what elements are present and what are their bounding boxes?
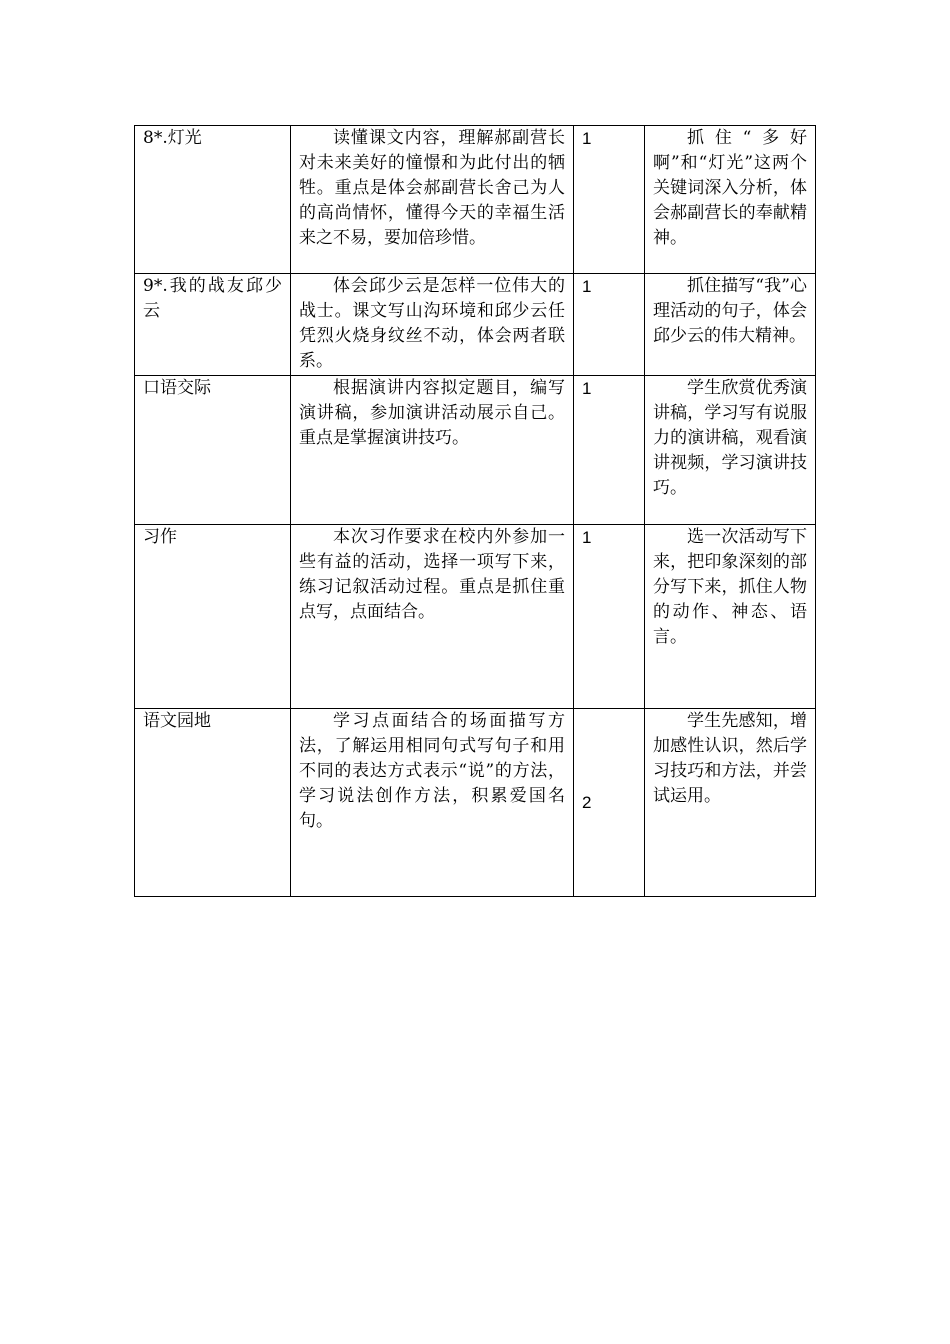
lesson-title: 语文园地 (143, 711, 211, 731)
lesson-title-cell (135, 709, 291, 897)
lesson-goal: 学习点面结合的场面描写方法，了解运用相同句式写句子和用不同的表达方式表示“说”的方法，学习说法创作方法，积累爱国名句。 (299, 711, 565, 831)
lesson-title: 习作 (143, 527, 177, 547)
table-row (135, 274, 816, 376)
lesson-method-cell (645, 525, 816, 709)
lesson-hours: 2 (582, 793, 592, 812)
lesson-title-cell (135, 376, 291, 525)
lesson-method-cell (645, 126, 816, 274)
table-row (135, 376, 816, 525)
lesson-goal: 读懂课文内容，理解郝副营长对未来美好的憧憬和为此付出的牺牲。重点是体会郝副营长舍己为人的高尚情怀，懂得今天的幸福生活来之不易，要加倍珍惜。 (299, 128, 565, 248)
lesson-method: 抓住描写“我”心理活动的句子，体会邱少云的伟大精神。 (653, 276, 807, 346)
lesson-hours: 1 (582, 277, 592, 296)
lesson-hours-cell (574, 126, 645, 274)
lesson-goal: 本次习作要求在校内外参加一些有益的活动，选择一项写下来，练习记叙活动过程。重点是抓住重点写，点面结合。 (299, 527, 565, 622)
lesson-goal: 体会邱少云是怎样一位伟大的战士。课文写山沟环境和邱少云任凭烈火烧身纹丝不动，体会两者联系。 (299, 276, 565, 371)
lesson-title-cell (135, 274, 291, 376)
lesson-plan-table (134, 125, 816, 897)
lesson-hours-cell (574, 525, 645, 709)
lesson-goal-cell (291, 709, 574, 897)
lesson-title: 8*.灯光 (143, 128, 202, 148)
lesson-title-cell (135, 525, 291, 709)
lesson-goal-cell (291, 126, 574, 274)
lesson-method-cell (645, 376, 816, 525)
lesson-method-cell (645, 274, 816, 376)
lesson-method-cell (645, 709, 816, 897)
lesson-goal-cell (291, 376, 574, 525)
table-row (135, 525, 816, 709)
lesson-method: 学生先感知，增加感性认识，然后学习技巧和方法，并尝试运用。 (653, 711, 807, 806)
lesson-title: 9*.我的战友邱少云 (143, 276, 282, 321)
lesson-hours-cell (574, 274, 645, 376)
lesson-hours: 1 (582, 379, 592, 398)
lesson-title-cell (135, 126, 291, 274)
lesson-goal-cell (291, 274, 574, 376)
lesson-hours: 1 (582, 528, 592, 547)
lesson-method: 选一次活动写下来，把印象深刻的部分写下来，抓住人物的动作、神态、语言。 (653, 527, 807, 647)
lesson-method: 学生欣赏优秀演讲稿，学习写有说服力的演讲稿，观看演讲视频，学习演讲技巧。 (653, 378, 807, 498)
lesson-hours-cell (574, 376, 645, 525)
lesson-goal-cell (291, 525, 574, 709)
lesson-hours-cell (574, 709, 645, 897)
lesson-goal: 根据演讲内容拟定题目，编写演讲稿，参加演讲活动展示自己。重点是掌握演讲技巧。 (299, 378, 565, 448)
lesson-method: 抓住“多好啊”和“灯光”这两个关键词深入分析，体会郝副营长的奉献精神。 (653, 128, 807, 248)
lesson-hours: 1 (582, 129, 592, 148)
lesson-title: 口语交际 (143, 378, 211, 398)
table-row (135, 126, 816, 274)
table-row (135, 709, 816, 897)
